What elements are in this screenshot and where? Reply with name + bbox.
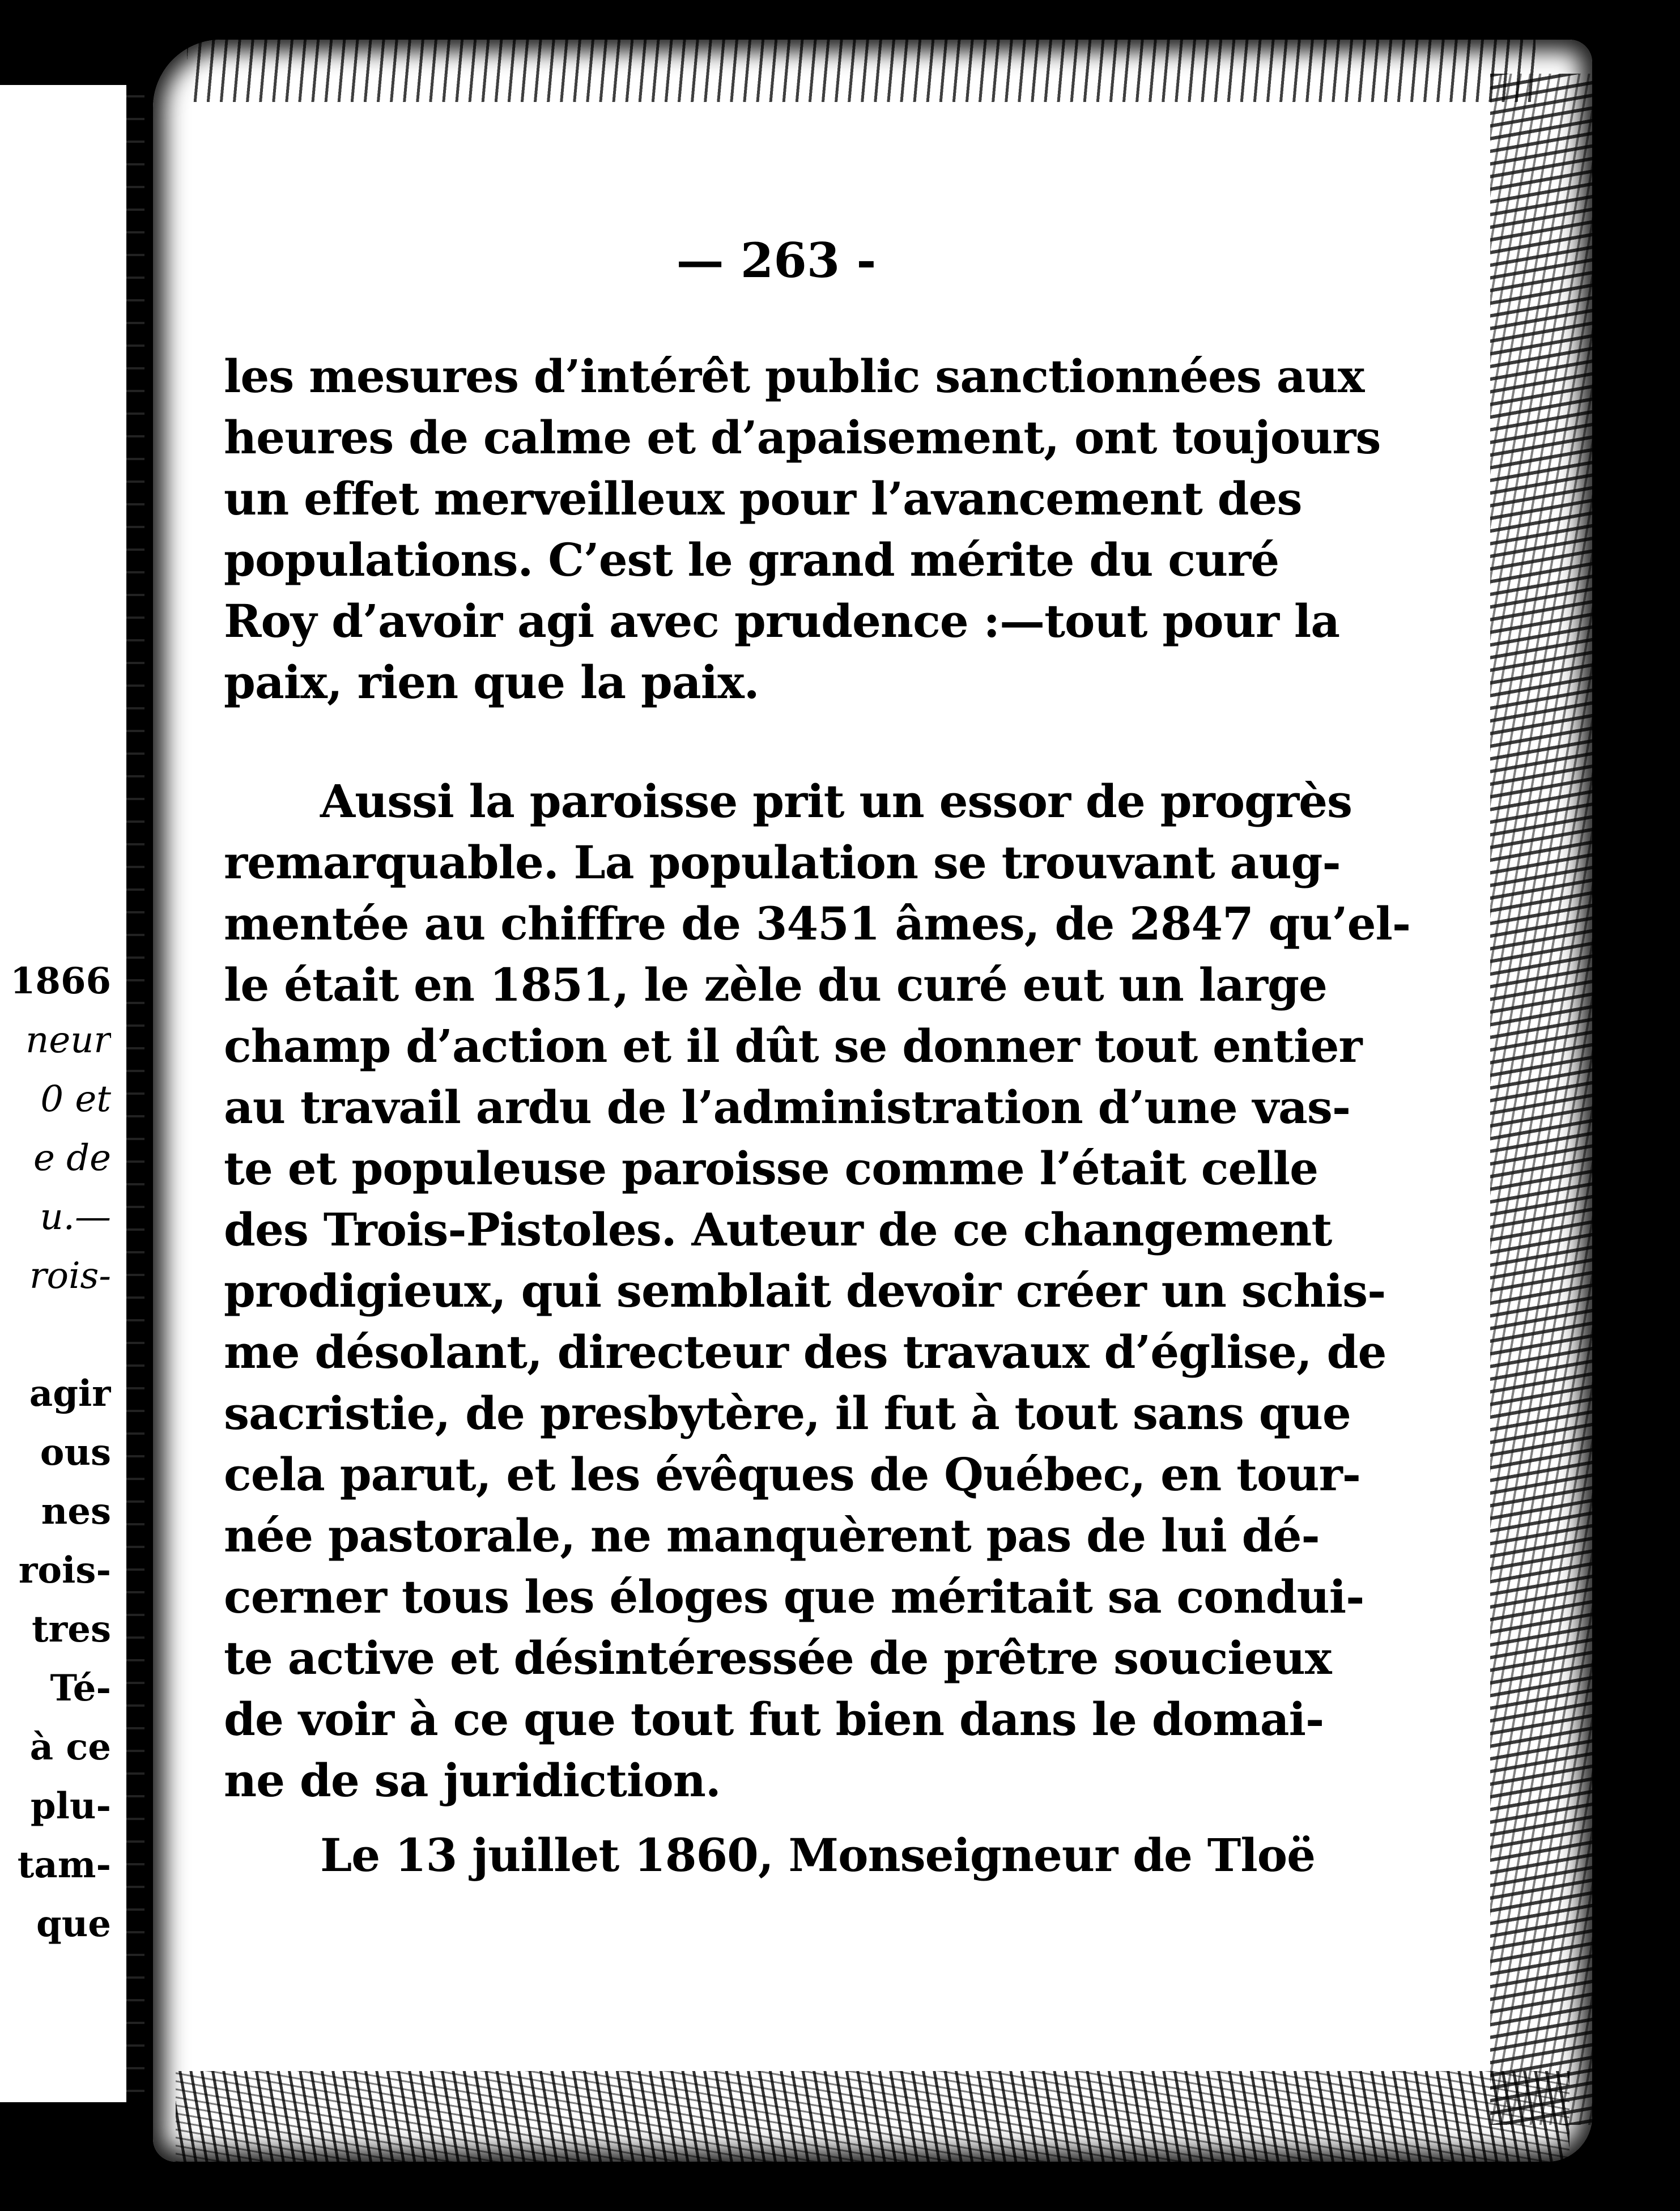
prev-fragment: que [36,1903,111,1945]
scanned-page [153,40,1592,2162]
page-number: — 263 - [676,232,877,288]
text-line: les mesures d’intérêt public sanctionnées aux [224,350,1364,403]
paragraph-1 [224,346,1381,713]
text-line: ne de sa juridiction. [224,1754,721,1807]
text-line: Roy d’avoir agi avec prudence :—tout pour la [224,594,1340,648]
prev-fragment: u.— [40,1196,111,1238]
text-line: le était en 1851, le zèle du curé eut un large [224,958,1327,1011]
prev-fragment: rois- [29,1255,111,1297]
prev-fragment: rois- [18,1549,111,1592]
text-line: heures de calme et d’apaisement, ont toujours [224,411,1381,464]
previous-page-edge [0,85,139,2102]
scan-noise-bottom [176,2071,1570,2179]
text-line: cela parut, et les évêques de Québec, en tour- [224,1448,1360,1501]
text-line: prodigieux, qui semblait devoir créer un schis- [224,1264,1386,1317]
prev-fragment: 0 et [40,1078,111,1120]
prev-fragment-gap [0,1306,111,1364]
text-line: Aussi la paroisse prit un essor de progrès [320,775,1352,828]
text-line: cerner tous les éloges que méritait sa condui- [224,1570,1364,1623]
binding-gutter [126,85,144,2102]
prev-fragment: nes [41,1490,111,1533]
text-line: mentée au chiffre de 3451 âmes, de 2847 qu’el- [224,897,1411,950]
prev-fragment: neur [25,1019,111,1061]
text-line: de voir à ce que tout fut bien dans le domai- [224,1693,1324,1746]
text-line: paix, rien que la paix. [224,656,759,709]
prev-fragment: Té- [50,1667,111,1710]
text-line: au travail ardu de l’administration d’une vas- [224,1081,1351,1134]
scan-noise-right [1490,74,1615,2125]
prev-fragment: plu- [30,1785,111,1827]
text-line: sacristie, de presbytère, il fut à tout sans que [224,1387,1351,1440]
text-line: remarquable. La population se trouvant aug- [224,836,1341,889]
prev-fragment: tres [31,1608,111,1651]
text-line: populations. C’est le grand mérite du curé [224,533,1279,586]
prev-fragment: à ce [29,1726,111,1768]
prev-fragment: agir [29,1372,111,1415]
text-line: des Trois-Pistoles. Auteur de ce changement [224,1203,1332,1256]
text-line: me désolant, directeur des travaux d’église, de [224,1325,1386,1379]
text-line: champ d’action et il dût se donner tout entier [224,1019,1362,1073]
text-line: te et populeuse paroisse comme l’était celle [224,1142,1319,1195]
prev-fragment: tam- [17,1844,111,1886]
prev-fragment: ous [40,1431,111,1474]
prev-fragment: e de [33,1137,111,1179]
text-line: un effet merveilleux pour l’avancement des [224,472,1302,525]
paragraph-3 [224,1825,1315,1886]
text-line: te active et désintéressée de prêtre soucieux [224,1631,1332,1685]
text-line: Le 13 juillet 1860, Monseigneur de Tloë [320,1829,1315,1882]
scan-noise-top [187,28,1536,102]
paragraph-2 [224,771,1411,1811]
prev-fragment: 1866 [10,960,111,1002]
text-line: née pastorale, ne manquèrent pas de lui dé- [224,1509,1320,1562]
previous-page-text [0,952,119,1954]
